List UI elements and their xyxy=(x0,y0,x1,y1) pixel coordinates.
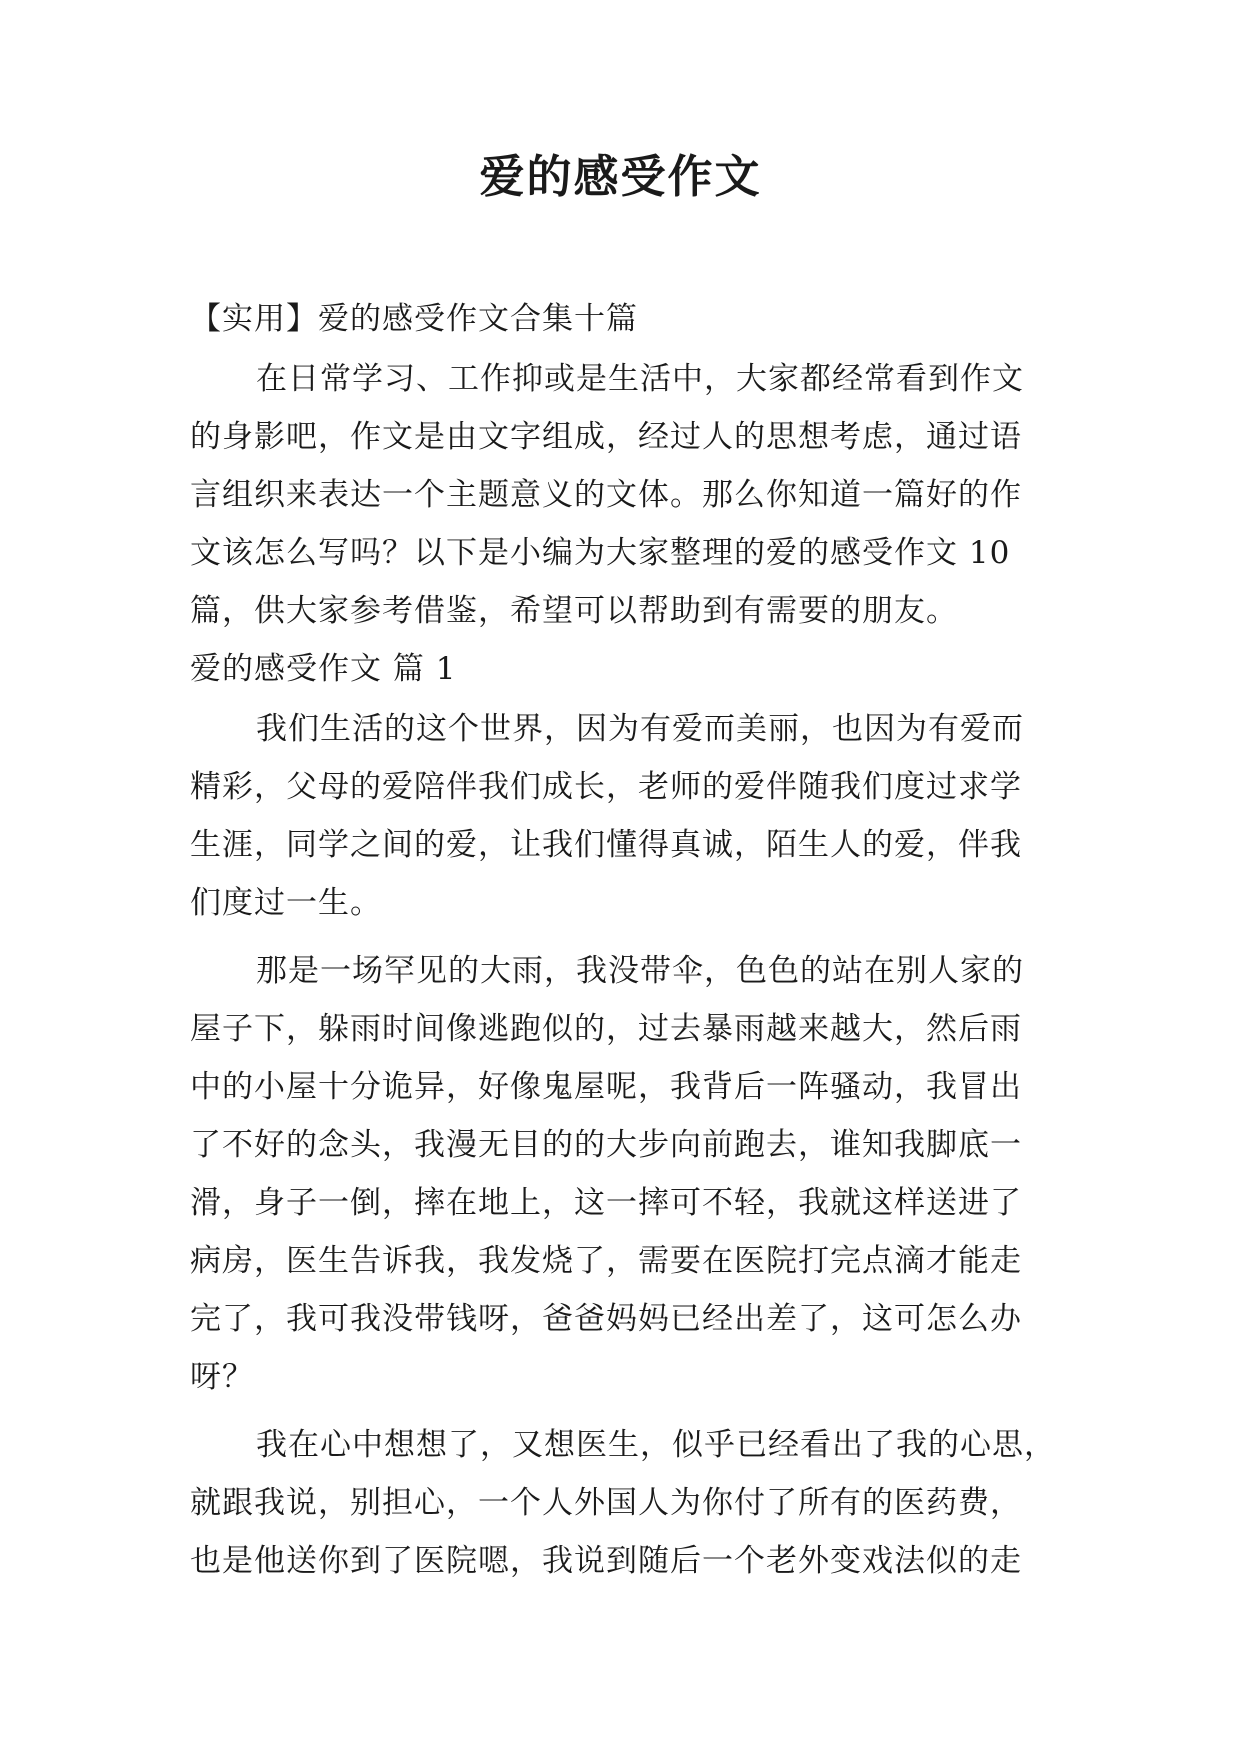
paragraph-line: 完了，我可我没带钱呀，爸爸妈妈已经出差了，这可怎么办 xyxy=(190,1301,1022,1337)
paragraph-line: 篇，供大家参考借鉴，希望可以帮助到有需要的朋友。 xyxy=(190,593,958,629)
paragraph-line: 滑，身子一倒，摔在地上，这一摔可不轻，我就这样送进了 xyxy=(190,1185,1022,1221)
section-heading: 爱的感受作文 篇 1 xyxy=(190,651,457,687)
paragraph-line: 精彩，父母的爱陪伴我们成长，老师的爱伴随我们度过求学 xyxy=(190,769,1022,805)
paragraph-line: 就跟我说，别担心，一个人外国人为你付了所有的医药费， xyxy=(190,1485,1022,1521)
paragraph-line: 文该怎么写吗？以下是小编为大家整理的爱的感受作文 10 xyxy=(190,535,1011,571)
paragraph-line: 病房，医生告诉我，我发烧了，需要在医院打完点滴才能走 xyxy=(190,1243,1022,1279)
paragraph-line: 了不好的念头，我漫无目的的大步向前跑去，谁知我脚底一 xyxy=(190,1127,1022,1163)
paragraph-line: 生涯，同学之间的爱，让我们懂得真诚，陌生人的爱，伴我 xyxy=(190,827,1022,863)
paragraph-line: 也是他送你到了医院嗯，我说到随后一个老外变戏法似的走 xyxy=(190,1543,1022,1579)
paragraph-line: 言组织来表达一个主题意义的文体。那么你知道一篇好的作 xyxy=(190,477,1022,513)
paragraph-line: 那是一场罕见的大雨，我没带伞，色色的站在别人家的 xyxy=(256,953,1024,989)
paragraph-line: 屋子下，躲雨时间像逃跑似的，过去暴雨越来越大，然后雨 xyxy=(190,1011,1022,1047)
document-body xyxy=(190,290,1056,1590)
paragraph-line: 们度过一生。 xyxy=(190,885,382,921)
paragraph-line: 呀？ xyxy=(190,1359,254,1395)
paragraph-line: 我在心中想想了，又想医生，似乎已经看出了我的心思， xyxy=(256,1427,1056,1463)
paragraph-line: 的身影吧，作文是由文字组成，经过人的思想考虑，通过语 xyxy=(190,419,1022,455)
paragraph-line: 在日常学习、工作抑或是生活中，大家都经常看到作文 xyxy=(256,361,1024,397)
paragraph-line: 我们生活的这个世界，因为有爱而美丽，也因为有爱而 xyxy=(256,711,1024,747)
subtitle-line: 【实用】爱的感受作文合集十篇 xyxy=(190,301,638,337)
document-title: 爱的感受作文 xyxy=(479,150,762,203)
paragraph-line: 中的小屋十分诡异，好像鬼屋呢，我背后一阵骚动，我冒出 xyxy=(190,1069,1022,1105)
